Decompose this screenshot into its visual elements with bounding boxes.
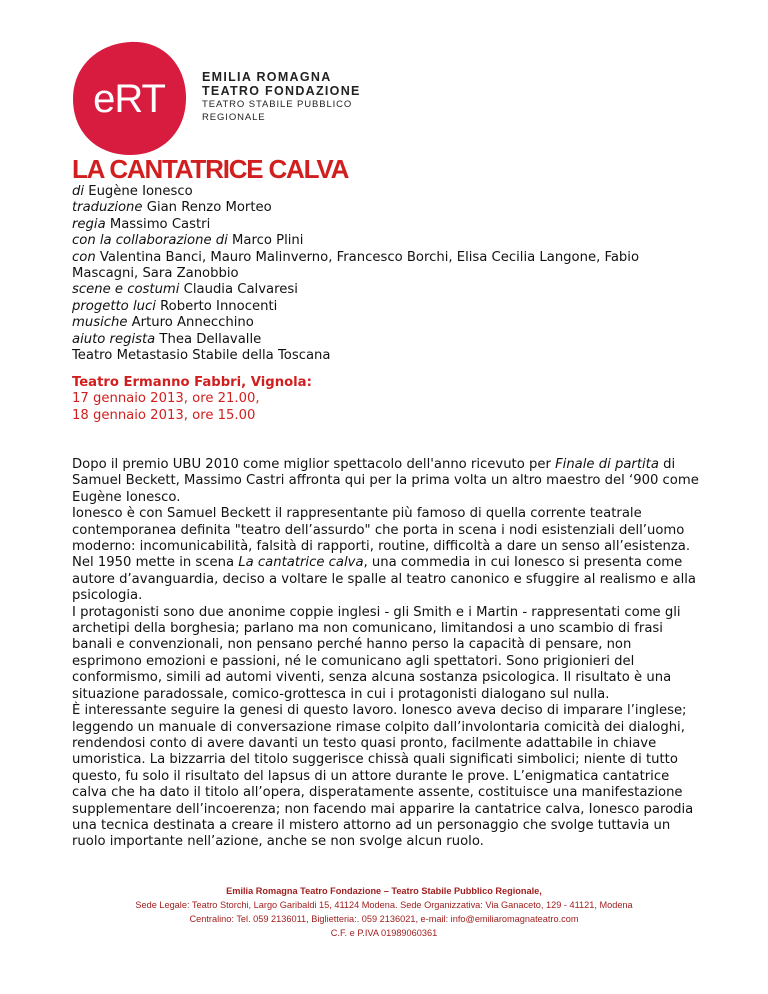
credit-role: aiuto regista xyxy=(72,331,156,347)
credit-row xyxy=(72,315,702,331)
work-title: La cantatrice calva xyxy=(238,555,364,571)
credit-value: Gian Renzo Morteo xyxy=(142,200,272,216)
body-paragraph: È interessante seguire la genesi di questo lavoro. Ionesco aveva deciso di imparare l’inglese; leggendo un manuale di conversazione rimase colpito dall’involontaria comicità dei dialoghi, rendendosi conto di avere davanti un testo quasi pronto, facilmente adattabile in chiave umoristica. La bizzarria del titolo suggerisce chissà quali significati simbolici; niente di tutto questo, fu solo il risultato del lapsus di un attore durante le prove. L’enigmatica cantatrice calva che ha dato il titolo all’opera, disperatamente assente, costituisce una manifestazione supplementare dell’incoerenza; non facendo mai apparire la cantatrice calva, Ionesco parodia una tecnica destinata a creare il mistero attorno ad un personaggio che svolge tuttavia un ruolo importante nell’azione, anche se non svolge alcun ruolo. xyxy=(72,703,694,850)
body-paragraph xyxy=(72,457,704,506)
body-paragraph xyxy=(72,555,704,604)
credit-row xyxy=(72,250,702,283)
credit-value: Marco Plini xyxy=(227,233,304,249)
body-paragraph: Ionesco è con Samuel Beckett il rappresentante più famoso di quella corrente teatrale contemporanea definita "teatro dell’assurdo" che porta in scena i nodi esistenziali dell’uomo moderno: incomunicabilità, falsità di rapporti, routine, difficoltà a dare un senso all’esistenza. xyxy=(72,506,691,555)
credits-list xyxy=(72,184,702,364)
credit-role: regia xyxy=(72,216,106,232)
venue-block xyxy=(72,375,312,424)
ert-logo-mark-text: eRT xyxy=(93,77,165,121)
performance-date: 17 gennaio 2013, ore 21.00, xyxy=(72,391,260,407)
credit-role: traduzione xyxy=(72,200,143,216)
work-title: Finale di partita xyxy=(555,457,659,472)
credit-value: Valentina Banci, Mauro Malinverno, Francesco Borchi, Elisa Cecilia Langone, Fabio Mascagni, Sara Zanobbio xyxy=(72,249,640,282)
footer-contacts: Centralino: Tel. 059 2136011, Biglietteria:. 059 2136021, e-mail: info@emiliaromagnateatro.com xyxy=(189,914,579,924)
page-footer xyxy=(0,884,768,940)
credit-value: Eugène Ionesco xyxy=(84,184,193,199)
article-body xyxy=(72,457,704,851)
credit-row xyxy=(72,282,702,298)
credit-value: Massimo Castri xyxy=(105,216,211,232)
ert-logo-mark xyxy=(70,38,188,158)
footer-address: Sede Legale: Teatro Storchi, Largo Garibaldi 15, 41124 Modena. Sede Organizzativa: Via Ganaceto, 129 - 41121, Modena xyxy=(135,900,633,910)
credit-value: Teatro Metastasio Stabile della Toscana xyxy=(72,348,331,364)
credit-role: con la collaborazione di xyxy=(72,233,228,249)
credit-row xyxy=(72,184,702,200)
page-title: LA CANTATRICE CALVA xyxy=(72,154,349,184)
performance-date: 18 gennaio 2013, ore 15.00 xyxy=(72,407,256,423)
logo-line-3: TEATRO STABILE PUBBLICO REGIONALE xyxy=(202,99,353,123)
footer-org-name: Emilia Romagna Teatro Fondazione – Teatro Stabile Pubblico Regionale, xyxy=(226,886,542,896)
venue-name: Teatro Ermanno Fabbri, Vignola: xyxy=(72,375,312,390)
text-run: Nel 1950 mette in scena xyxy=(72,555,239,571)
footer-tax-id: C.F. e P.IVA 01989060361 xyxy=(330,928,438,938)
credit-value: Claudia Calvaresi xyxy=(179,282,298,298)
credit-role: di xyxy=(72,184,85,199)
ert-logo xyxy=(70,38,410,158)
credit-role: con xyxy=(72,249,96,265)
credit-role: scene e costumi xyxy=(72,282,180,298)
credit-row xyxy=(72,200,702,216)
credit-row xyxy=(72,299,702,315)
text-run: di Samuel Beckett, Massimo Castri affronta qui per la prima volta un altro maestro del ‘900 come Eugène Ionesco. xyxy=(72,457,699,505)
credit-row xyxy=(72,217,702,233)
body-paragraph: I protagonisti sono due anonime coppie inglesi - gli Smith e i Martin - rappresentati come gli archetipi della borghesia; parlano ma non comunicano, limitandosi a uno scambio di frasi banali e convenzionali, non pensano perché hanno perso la capacità di pensare, non esprimono emozioni e passioni, né le comunicano agli spettatori. Sono prigionieri del conformismo, simili ad automi viventi, senza alcuna sostanza psicologica. Il risultato è una situazione paradossale, comico-grottesca in cui i protagonisti dialogano sul nulla. xyxy=(72,604,681,702)
credit-role: progetto luci xyxy=(72,298,156,314)
text-run: Dopo il premio UBU 2010 come miglior spettacolo dell'anno ricevuto per xyxy=(72,457,556,472)
credit-row xyxy=(72,332,702,348)
text-run: , una commedia in cui Ionesco si presenta come autore d’avanguardia, deciso a voltare le spalle al teatro canonico e sfuggire al realismo e alla psicologia. xyxy=(72,555,696,604)
credit-row xyxy=(72,348,702,364)
logo-line-1: EMILIA ROMAGNA xyxy=(202,70,332,84)
credit-value: Thea Dellavalle xyxy=(155,331,262,347)
credit-role: musiche xyxy=(72,315,128,331)
credit-value: Arturo Annecchino xyxy=(127,315,254,331)
credit-value: Roberto Innocenti xyxy=(155,298,278,314)
logo-wordmark xyxy=(202,70,410,124)
logo-line-2: TEATRO FONDAZIONE xyxy=(202,84,361,98)
credit-row xyxy=(72,233,702,249)
